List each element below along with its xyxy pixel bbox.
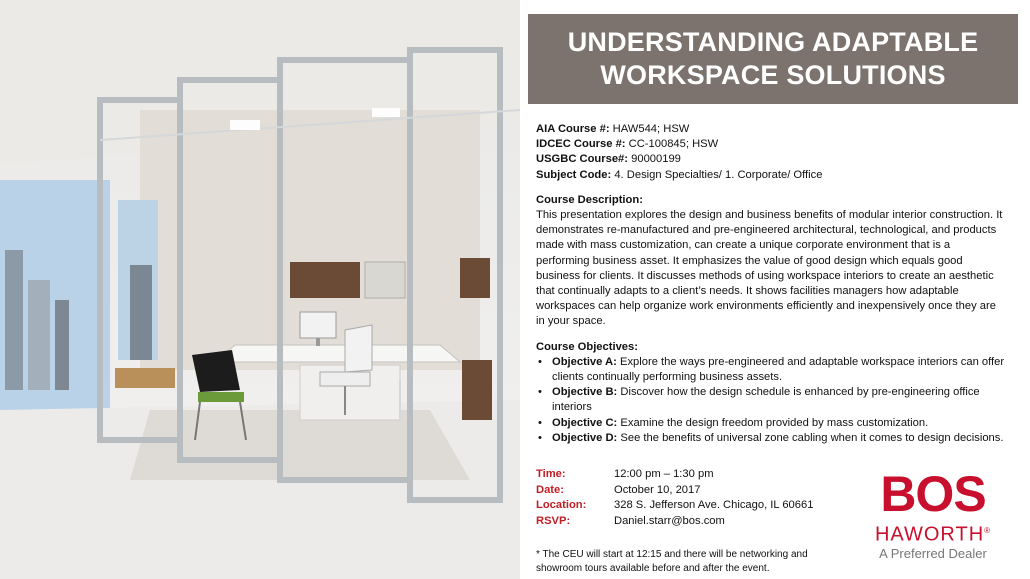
list-item: • Objective A: Explore the ways pre-engineered and adaptable workspace interiors can offer clients continually performing business assets.	[536, 355, 1006, 385]
title-banner	[528, 14, 1018, 104]
course-content	[536, 122, 1006, 446]
title-line-1: UNDERSTANDING ADAPTABLE	[567, 27, 979, 57]
dealer-tagline: A Preferred Dealer	[879, 545, 987, 561]
objectives-heading: Course Objectives:	[536, 340, 638, 353]
event-rsvp: RSVP: Daniel.starr@bos.com	[536, 514, 813, 530]
haworth-wordmark: HAWORTH®	[874, 523, 992, 546]
bos-wordmark: BOS	[880, 466, 986, 522]
aia-course: AIA Course #: HAW544; HSW	[536, 123, 690, 135]
event-date: Date: October 10, 2017	[536, 483, 701, 496]
bos-haworth-logo	[848, 468, 1018, 568]
event-time: Time: 12:00 pm – 1:30 pm	[536, 468, 714, 480]
event-details	[536, 467, 813, 529]
list-item: • Objective C: Examine the design freedom provided by mass customization.	[536, 416, 1006, 431]
page-title	[568, 26, 979, 92]
footnote: * The CEU will start at 12:15 and there will be networking and showroom tours available before and after the event.	[536, 549, 808, 574]
event-location: Location: 328 S. Jefferson Ave. Chicago, IL 60661	[536, 499, 814, 511]
objectives-list	[536, 355, 1006, 446]
course-codes	[536, 122, 1006, 183]
subject-code: Subject Code: 4. Design Specialties/ 1. Corporate/ Office	[536, 168, 823, 181]
description-heading: Course Description:	[536, 193, 643, 206]
usgbc-course: USGBC Course#: 90000199	[536, 153, 681, 166]
rsvp-email: Daniel.starr@bos.com	[614, 514, 725, 527]
idcec-course: IDCEC Course #: CC-100845; HSW	[536, 138, 719, 151]
description-text: This presentation explores the design and business benefits of modular interior construction. It demonstrates re-manufactured and pre-engineered architectural, technological, and products made with mass customization, can create a unique corporate environment that is a performing business asset. It emphasizes the value of good design which equals good business for clients. It discusses methods of using workspace interiors to create an aesthetic that continually adapts to a client’s needs. It shows facilities managers how adaptable workspaces can help organize work environments efficiently and inexpensively once they are in your space.	[536, 209, 1003, 328]
list-item: • Objective D: See the benefits of universal zone cabling when it comes to design decisions.	[536, 431, 1006, 446]
list-item: • Objective B: Discover how the design schedule is enhanced by pre-engineering office interiors	[536, 385, 1006, 415]
title-line-2: WORKSPACE SOLUTIONS	[600, 60, 946, 90]
